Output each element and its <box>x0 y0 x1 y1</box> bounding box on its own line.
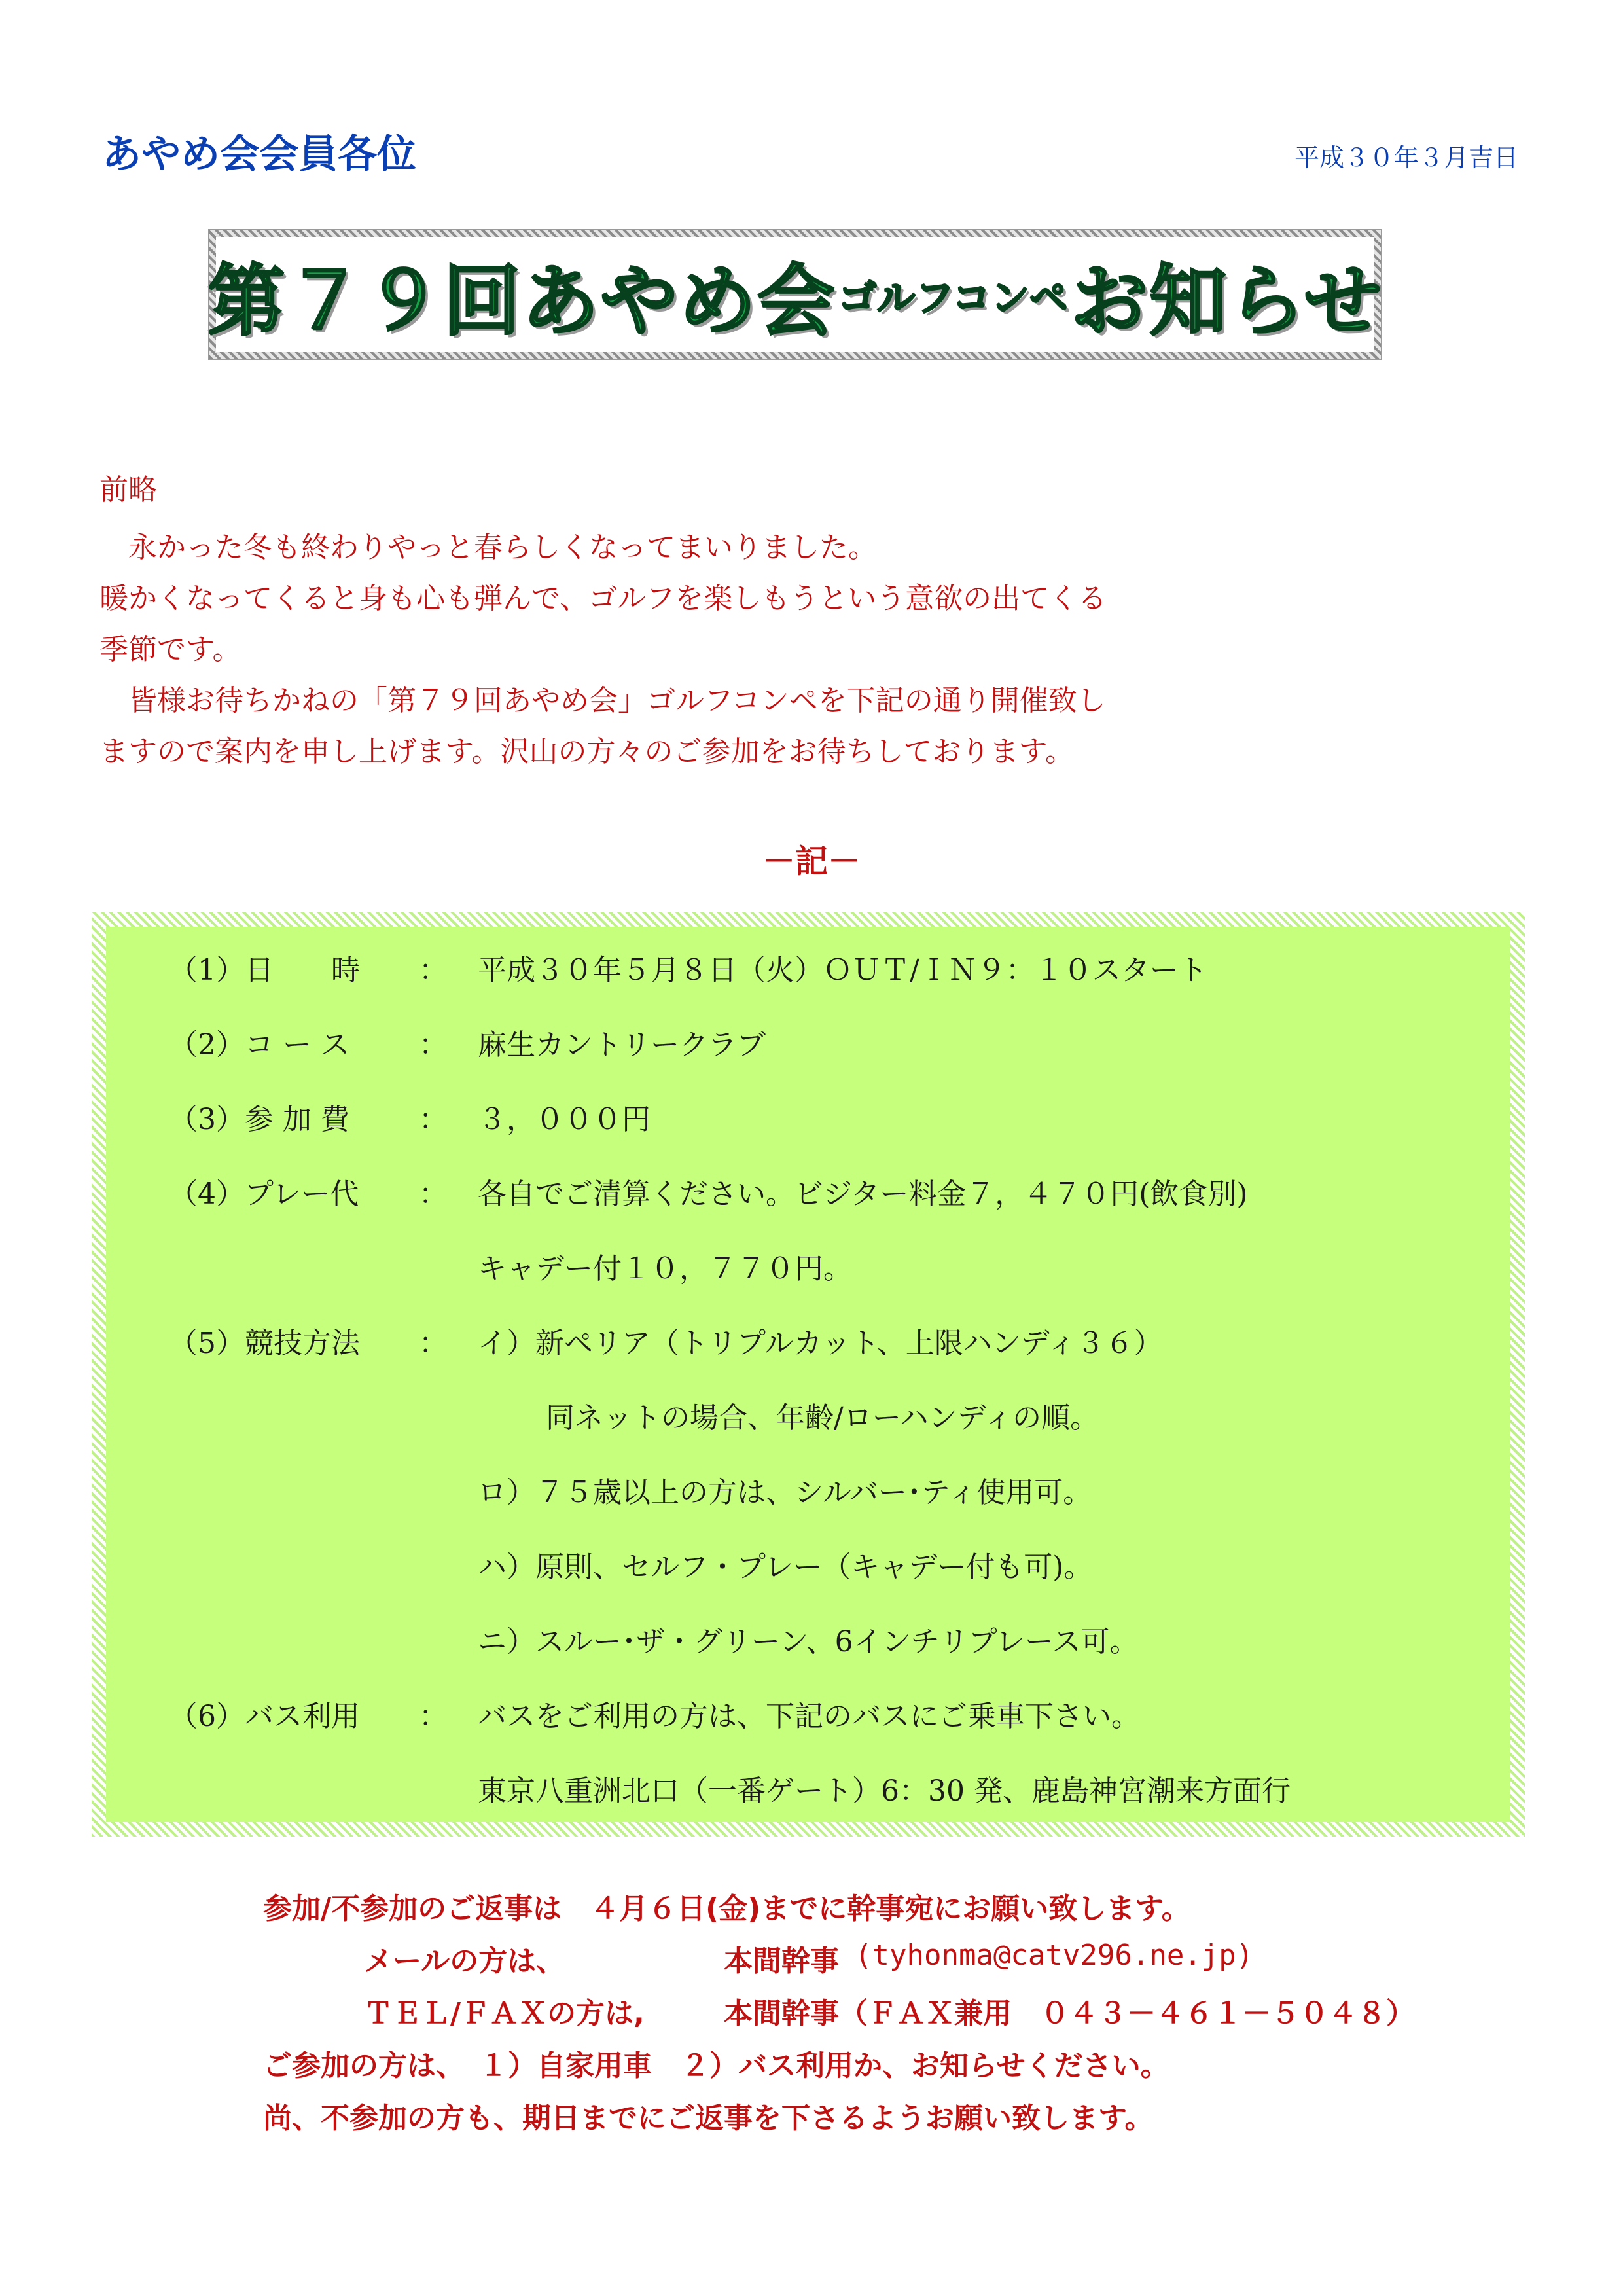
title-notice: お知らせ <box>1071 256 1383 346</box>
detail-label-course: （2）コ ー ス <box>169 1028 349 1062</box>
document-date: 平成３０年３月吉日 <box>1294 143 1518 172</box>
body-line-3: 季節です。 <box>99 633 241 666</box>
mail-label: メールの方は、 <box>364 1945 565 1978</box>
detail-colon: ： <box>419 1700 448 1733</box>
tel-contact: 本間幹事（ＦＡＸ兼用 ０４３－４６１－５０４８） <box>724 1997 1415 2030</box>
ki-heading: －記－ <box>762 842 861 880</box>
detail-value-play-fee: 各自でご清算ください。ビジター料金７，４７０円(飲食別) <box>478 1177 1248 1211</box>
detail-value-rule-ha: ハ）原則、セルフ・プレー（キャデー付も可)。 <box>478 1551 1093 1584</box>
body-line-2: 暖かくなってくると身も心も弾んで、ゴルフを楽しもうという意欲の出てくる <box>99 582 1107 615</box>
title-golf-compe: ゴルフコンペ <box>838 276 1069 320</box>
detail-label-play-fee: （4）プレー代 <box>169 1177 359 1211</box>
title-main: 第７９回あやめ会 <box>207 256 836 346</box>
detail-colon: ： <box>419 1177 448 1211</box>
detail-value-caddie-fee: キャデー付１０，７７０円。 <box>478 1252 852 1285</box>
detail-value-rule-i: イ）新ペリア（トリプルカット、上限ハンディ３６） <box>478 1327 1163 1360</box>
addressee: あやめ会会員各位 <box>102 132 416 177</box>
body-line-5: ますので案内を申し上げます。沢山の方々のご参加をお待ちしております。 <box>99 735 1074 768</box>
detail-colon: ： <box>419 954 448 987</box>
detail-label-datetime: （1）日 時 <box>169 954 360 987</box>
detail-value-fee: ３，０００円 <box>478 1103 651 1136</box>
detail-value-rule-ro: ロ）７５歳以上の方は、シルバー･ティ使用可。 <box>478 1476 1092 1509</box>
tel-label: ＴＥＬ/ＦＡＸの方は, <box>364 1997 645 2030</box>
mail-address-link[interactable]: (tyhonma@catv296.ne.jp) <box>855 1939 1254 1972</box>
body-line-1: 永かった冬も終わりやっと春らしくなってまいりました。 <box>99 531 877 564</box>
detail-label-fee: （3）参 加 費 <box>169 1103 349 1136</box>
detail-value-rule-ni: ニ）スルー･ザ・グリーン、6インチリプレース可。 <box>478 1625 1139 1659</box>
detail-label-bus: （6）バス利用 <box>169 1700 360 1733</box>
detail-colon: ： <box>419 1327 448 1360</box>
detail-colon: ： <box>419 1028 448 1062</box>
non-attendance-note: 尚、不参加の方も、期日までにご返事を下さるようお願い致します。 <box>263 2102 1154 2135</box>
detail-colon: ： <box>419 1103 448 1136</box>
body-line-4: 皆様お待ちかねの「第７９回あやめ会」ゴルフコンペを下記の通り開催致し <box>99 684 1106 717</box>
reply-deadline: 参加/不参加のご返事は ４月６日(金)までに幹事宛にお願い致します。 <box>263 1892 1190 1926</box>
attendance-method-note: ご参加の方は、 １）自家用車 ２）バス利用か、お知らせください。 <box>263 2049 1169 2083</box>
detail-value-bus-departure: 東京八重洲北口（一番ゲート）6：30 発、鹿島神宮潮来方面行 <box>478 1774 1291 1808</box>
detail-value-course: 麻生カントリークラブ <box>478 1028 766 1062</box>
detail-value-datetime: 平成３０年５月８日（火）ＯＵＴ/ＩＮ９：１０スタート <box>478 954 1207 987</box>
detail-value-bus: バスをご利用の方は、下記のバスにご乗車下さい。 <box>478 1700 1140 1733</box>
mail-contact: 本間幹事 <box>724 1945 839 1978</box>
title-banner <box>209 230 1381 359</box>
detail-value-rule-i-tiebreak: 同ネットの場合、年齢/ローハンディの順。 <box>546 1401 1099 1435</box>
salutation: 前略 <box>99 473 157 507</box>
detail-label-rules: （5）競技方法 <box>169 1327 360 1360</box>
